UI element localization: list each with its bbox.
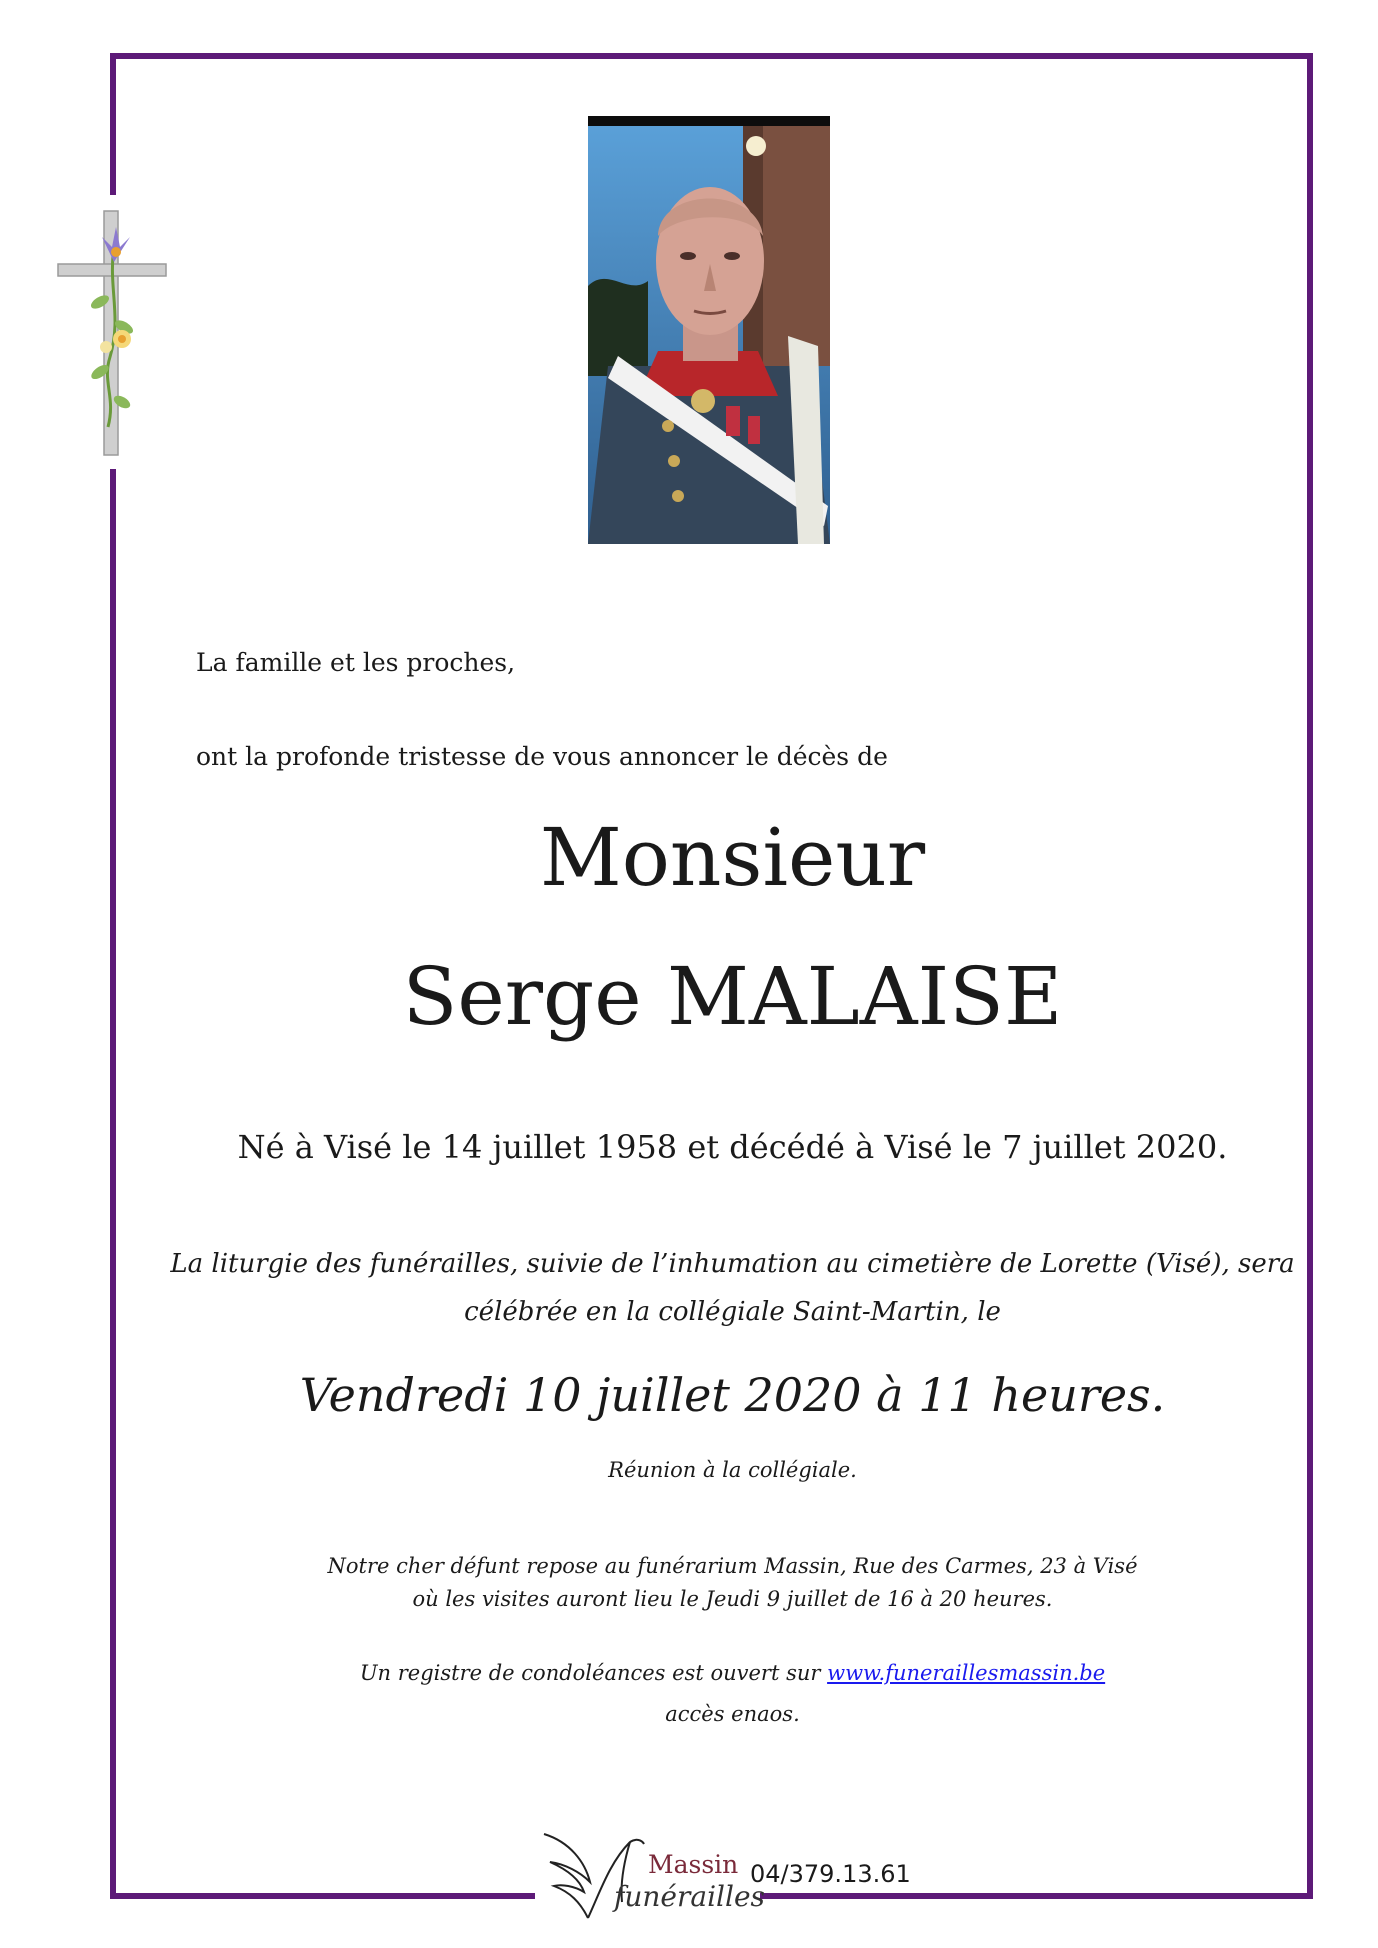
- cross-flower-icon: [56, 207, 168, 459]
- ceremony-date: Vendredi 10 juillet 2020 à 11 heures.: [299, 1368, 1166, 1422]
- portrait-photo: [588, 116, 830, 544]
- ceremony-line-1: La liturgie des funérailles, suivie de l’inhumation au cimetière de Lorette (Visé), sera: [170, 1249, 1295, 1279]
- ceremony-line-2: célébrée en la collégiale Saint-Martin, le: [464, 1297, 1001, 1327]
- brand-sub: funérailles: [614, 1880, 765, 1913]
- birth-death-dates: Né à Visé le 14 juillet 1958 et décédé à Visé le 7 juillet 2020.: [237, 1128, 1228, 1166]
- condolences-link[interactable]: www.funeraillesmassin.be: [827, 1661, 1106, 1685]
- frame-top: [110, 53, 1313, 59]
- visits-line-2: où les visites auront lieu le Jeudi 9 juillet de 16 à 20 heures.: [412, 1587, 1053, 1611]
- visits-line-1: Notre cher défunt repose au funérarium Massin, Rue des Carmes, 23 à Visé: [327, 1554, 1138, 1578]
- deceased-title: Monsieur: [539, 811, 926, 904]
- frame-left-top: [110, 53, 116, 195]
- frame-bottom-left: [110, 1893, 535, 1899]
- brand-name: Massin: [648, 1850, 739, 1879]
- condolences-prefix: Un registre de condoléances est ouvert sur: [359, 1661, 828, 1685]
- phone-number: 04/379.13.61: [750, 1860, 911, 1888]
- condolences-suffix: accès enaos.: [665, 1702, 800, 1726]
- condolences-line: [0, 1661, 1378, 1685]
- intro-line-1: La famille et les proches,: [196, 648, 516, 677]
- meeting-note: Réunion à la collégiale.: [608, 1458, 857, 1482]
- frame-bottom-right: [760, 1893, 1313, 1899]
- deceased-name: Serge MALAISE: [402, 950, 1063, 1043]
- intro-line-2: ont la profonde tristesse de vous annoncer le décès de: [196, 742, 888, 771]
